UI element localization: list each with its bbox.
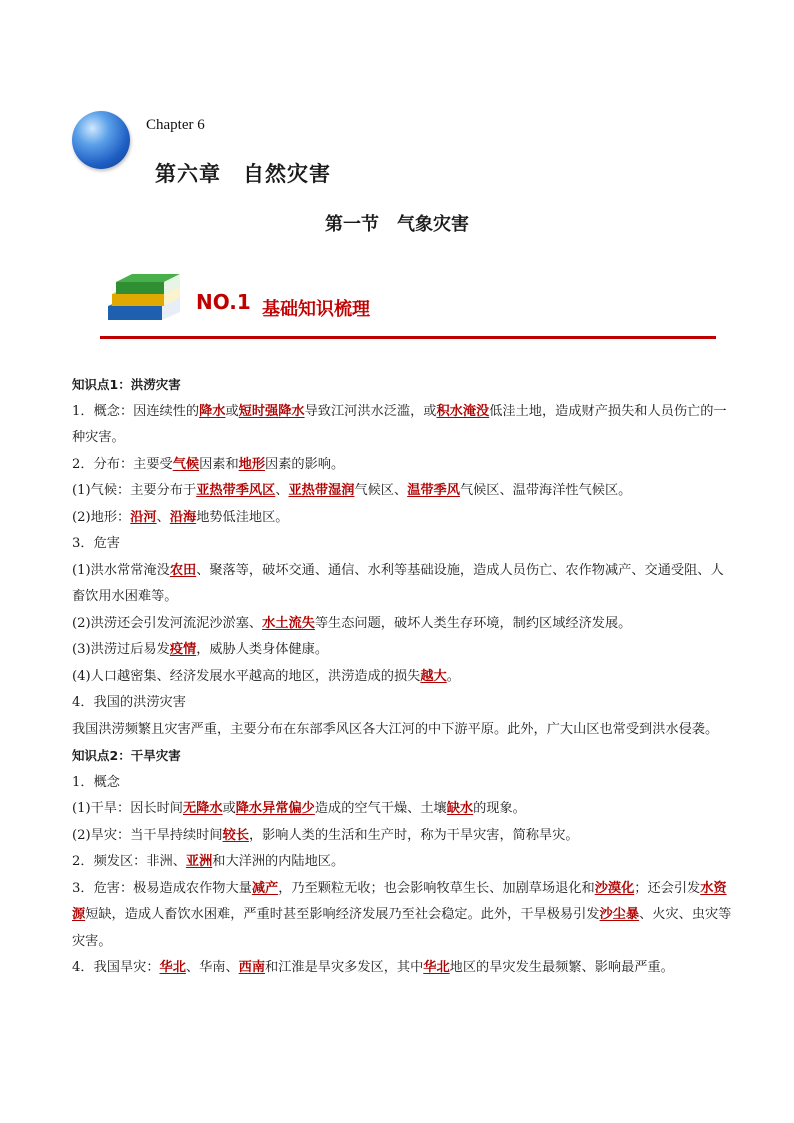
kp1-china: 我国洪涝频繁且灾害严重，主要分布在东部季风区各大江河的中下游平原。此外，广大山区也常受到洪水侵袭。 — [72, 721, 719, 737]
content-body — [72, 372, 732, 982]
kp1-title: 知识点1：洪涝灾害 — [72, 377, 181, 392]
kp2-concept-title: 1．概念 — [72, 774, 120, 790]
banner-label: NO.1 — [196, 290, 251, 314]
kp1-harm-2: (2)洪涝还会引发河流泥沙淤塞、水土流失等生态问题，破坏人类生存环境，制约区域经济发展。 — [72, 615, 632, 631]
kp1-concept: 1．概念：因连续性的降水或短时强降水导致江河洪水泛滥，或积水淹没低洼土地，造成财产损失和人员伤亡的一种灾害。 — [72, 403, 727, 445]
books-icon — [100, 268, 190, 328]
kp2-china: 4．我国旱灾：华北、华南、西南和江淮是旱灾多发区，其中华北地区的旱灾发生最频繁、影响最严重。 — [72, 960, 674, 975]
kp2-frequency: 2．频发区：非洲、亚洲和大洋洲的内陆地区。 — [72, 854, 345, 869]
kp2-disaster: (2)旱灾：当干旱持续时间较长，影响人类的生活和生产时，称为干旱灾害，简称旱灾。 — [72, 827, 579, 843]
kp2-title: 知识点2：干旱灾害 — [72, 748, 181, 763]
section-title: 第一节 气象灾害 — [325, 214, 469, 235]
kp1-harm-3: (3)洪涝过后易发疫情，威胁人类身体健康。 — [72, 642, 329, 657]
kp1-terrain: (2)地形：沿河、沿海地势低洼地区。 — [72, 509, 289, 525]
banner-subtitle: 基础知识梳理 — [262, 299, 370, 320]
kp1-harm-title: 3．危害 — [72, 536, 120, 551]
kp1-harm-1: (1)洪水常常淹没农田、聚落等，破坏交通、通信、水利等基础设施，造成人员伤亡、农作物减产、交通受阻、人畜饮用水困难等。 — [72, 562, 724, 604]
kp1-distribution: 2．分布：主要受气候因素和地形因素的影响。 — [72, 456, 345, 472]
kp2-drought: (1)干旱：因长时间无降水或降水异常偏少造成的空气干燥、土壤缺水的现象。 — [72, 801, 526, 816]
chapter-title: 第六章 自然灾害 — [155, 162, 331, 186]
kp1-climate: (1)气候：主要分布于亚热带季风区、亚热带湿润气候区、温带季风气候区、温带海洋性气候区。 — [72, 483, 632, 498]
kp1-harm-4: (4)人口越密集、经济发展水平越高的地区，洪涝造成的损失越大。 — [72, 668, 460, 684]
kp1-china-title: 4．我国的洪涝灾害 — [72, 695, 186, 710]
globe-icon — [72, 111, 130, 169]
banner-divider — [100, 336, 716, 339]
chapter-label: Chapter 6 — [146, 117, 205, 133]
kp2-harm: 3．危害：极易造成农作物大量减产，乃至颗粒无收；也会影响牧草生长、加剧草场退化和沙漠化；还会引发水资源短缺，造成人畜饮水困难，严重时甚至影响经济发展乃至社会稳定。此外，干旱极易引发沙尘暴、火灾、虫灾等灾害。 — [72, 880, 732, 949]
section-banner — [100, 268, 720, 344]
